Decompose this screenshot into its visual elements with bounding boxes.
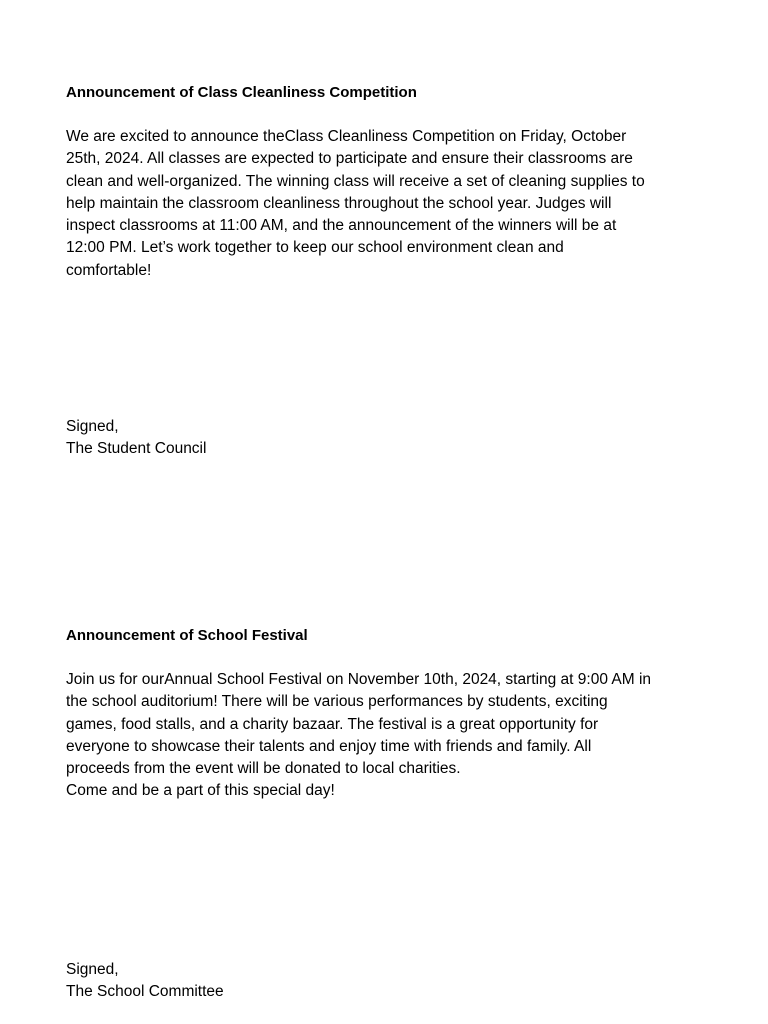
- body-line: comfortable!: [66, 261, 152, 279]
- body-line: clean and well-organized. The winning class will receive a set of cleaning supplies to: [66, 172, 645, 190]
- announcement-2-body: [66, 669, 706, 803]
- body-line: inspect classrooms at 11:00 AM, and the announcement of the winners will be at: [66, 217, 617, 235]
- body-line: 12:00 PM. Let’s work together to keep our school environment clean and: [66, 239, 564, 257]
- body-line: We are excited to announce theClass Cleanliness Competition on Friday, October: [66, 128, 627, 145]
- body-line: games, food stalls, and a charity bazaar. The festival is a great opportunity for: [66, 715, 599, 733]
- signer-name: The School Committee: [66, 983, 224, 1001]
- announcement-1-body: [66, 126, 706, 282]
- body-line: Come and be a part of this special day!: [66, 782, 335, 800]
- announcement-2-signature: [66, 959, 224, 1004]
- signed-label: Signed,: [66, 961, 119, 978]
- body-line: Join us for ourAnnual School Festival on November 10th, 2024, starting at 9:00 AM in: [66, 671, 652, 688]
- announcement-2-title: Announcement of School Festival: [66, 627, 308, 644]
- announcement-1-signature: [66, 416, 206, 461]
- body-line: everyone to showcase their talents and enjoy time with friends and family. All: [66, 737, 592, 755]
- signer-name: The Student Council: [66, 440, 207, 458]
- body-line: help maintain the classroom cleanliness throughout the school year. Judges will: [66, 194, 612, 212]
- body-line: the school auditorium! There will be various performances by students, exciting: [66, 693, 608, 711]
- announcement-1-title: Announcement of Class Cleanliness Competition: [66, 84, 417, 101]
- body-line: 25th, 2024. All classes are expected to participate and ensure their classrooms are: [66, 150, 633, 168]
- signed-label: Signed,: [66, 418, 119, 435]
- body-line: proceeds from the event will be donated to local charities.: [66, 760, 461, 778]
